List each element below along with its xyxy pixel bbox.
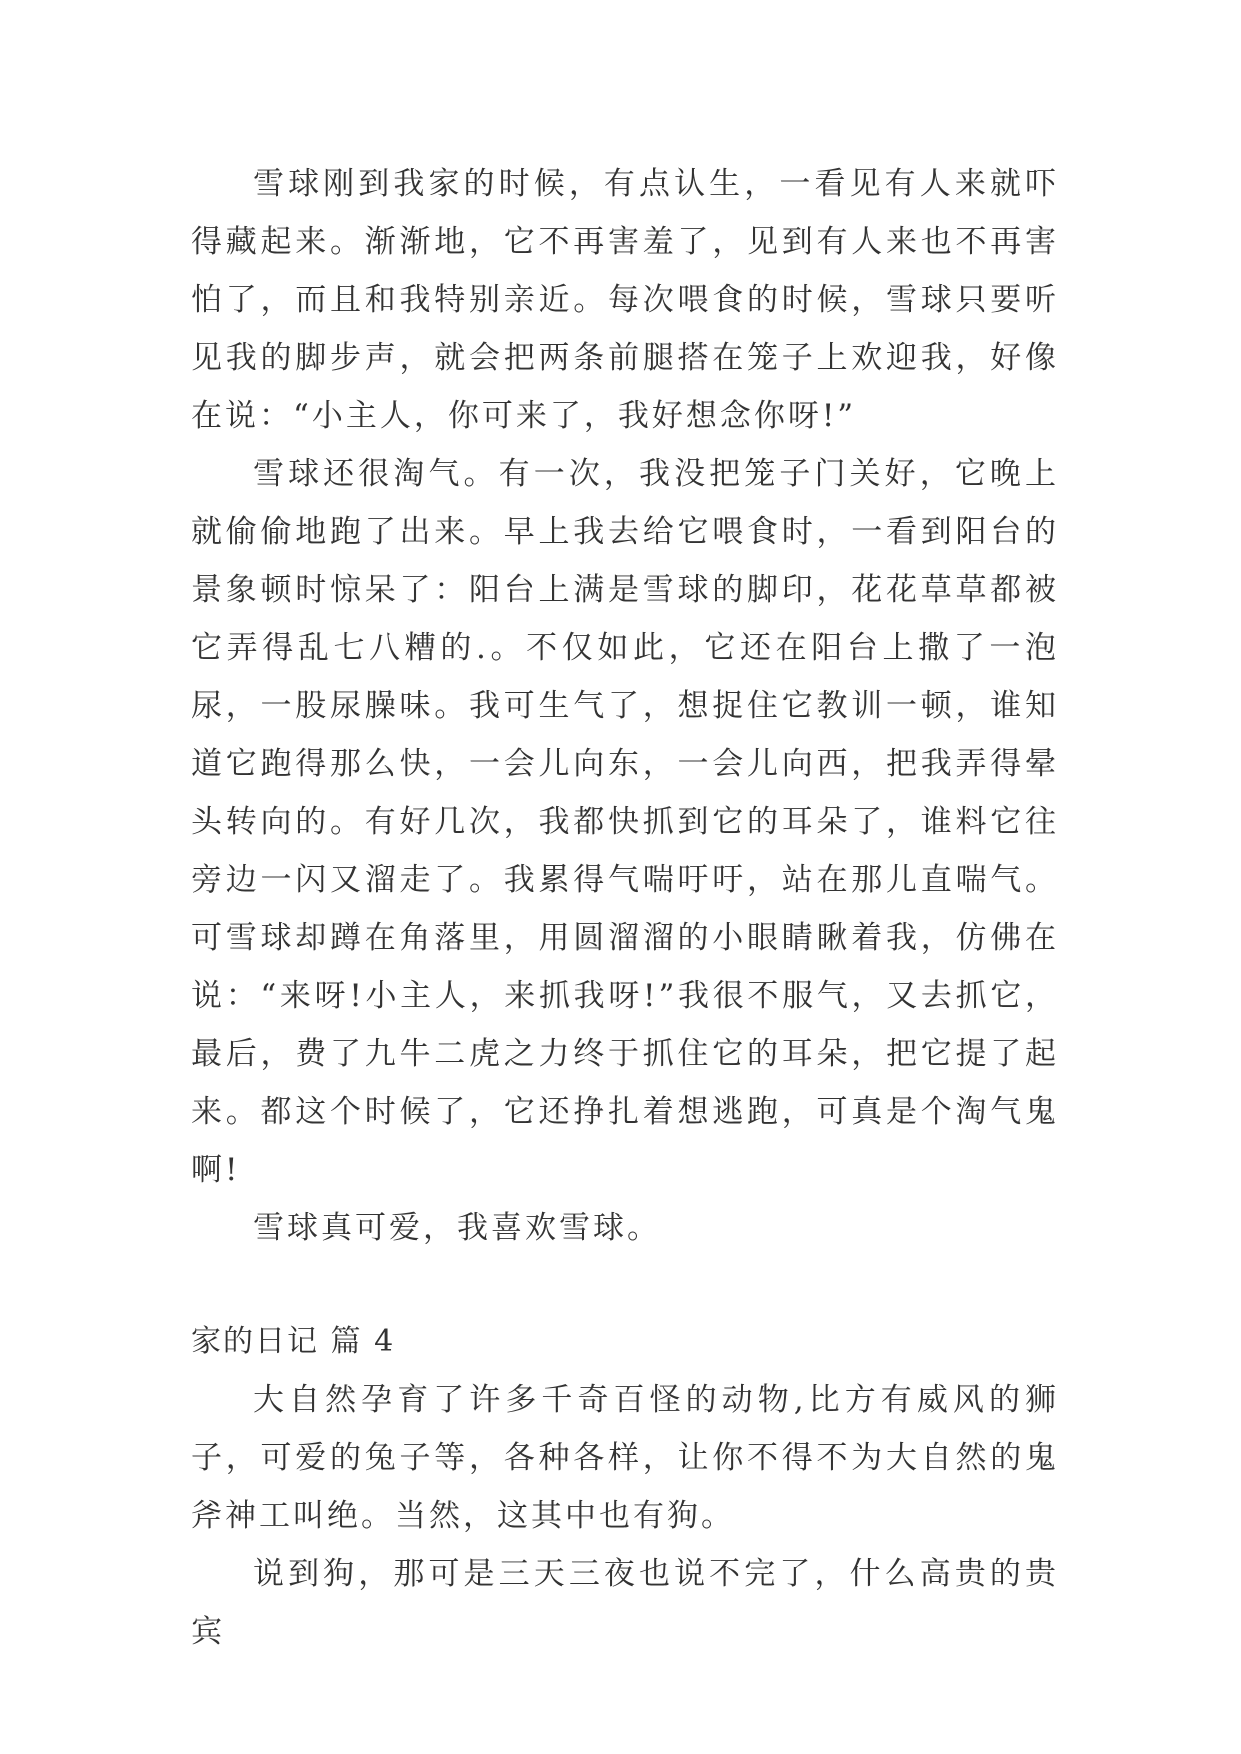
section-heading-label: 篇 4: [330, 1324, 396, 1359]
paragraph: 雪球刚到我家的时候，有点认生，一看见有人来就吓得藏起来。渐渐地，它不再害羞了，见到有人来也不再害怕了，而且和我特别亲近。每次喂食的时候，雪球只要听见我的脚步声，就会把两条前腿搭在笼子上欢迎我，好像在说：“小主人，你可来了，我好想念你呀!”: [191, 166, 1059, 434]
paragraph: 大自然孕育了许多千奇百怪的动物,比方有威风的狮子，可爱的兔子等，各种各样，让你不得不为大自然的鬼斧神工叫绝。当然，这其中也有狗。: [191, 1382, 1059, 1534]
section-heading: [191, 1313, 1059, 1371]
paragraph: 雪球还很淘气。有一次，我没把笼子门关好，它晚上就偷偷地跑了出来。早上我去给它喂食时，一看到阳台的景象顿时惊呆了：阳台上满是雪球的脚印，花花草草都被它弄得乱七八糟的.。不仅如此，它还在阳台上撒了一泡尿，一股尿臊味。我可生气了，想捉住它教训一顿，谁知道它跑得那么快，一会儿向东，一会儿向西，把我弄得晕头转向的。有好几次，我都快抓到它的耳朵了，谁料它往旁边一闪又溜走了。我累得气喘吁吁，站在那儿直喘气。可雪球却蹲在角落里，用圆溜溜的小眼睛瞅着我，仿佛在说：“来呀!小主人，来抓我呀!”我很不服气，又去抓它，最后，费了九牛二虎之力终于抓住它的耳朵，把它提了起来。都这个时候了，它还挣扎着想逃跑，可真是个淘气鬼啊!: [191, 456, 1059, 1188]
document-body: [191, 155, 1059, 1661]
section-heading-title: 家的日记: [191, 1324, 319, 1359]
paragraph: 说到狗，那可是三天三夜也说不完了，什么高贵的贵宾: [191, 1556, 1059, 1650]
paragraph: 雪球真可爱，我喜欢雪球。: [253, 1210, 661, 1246]
